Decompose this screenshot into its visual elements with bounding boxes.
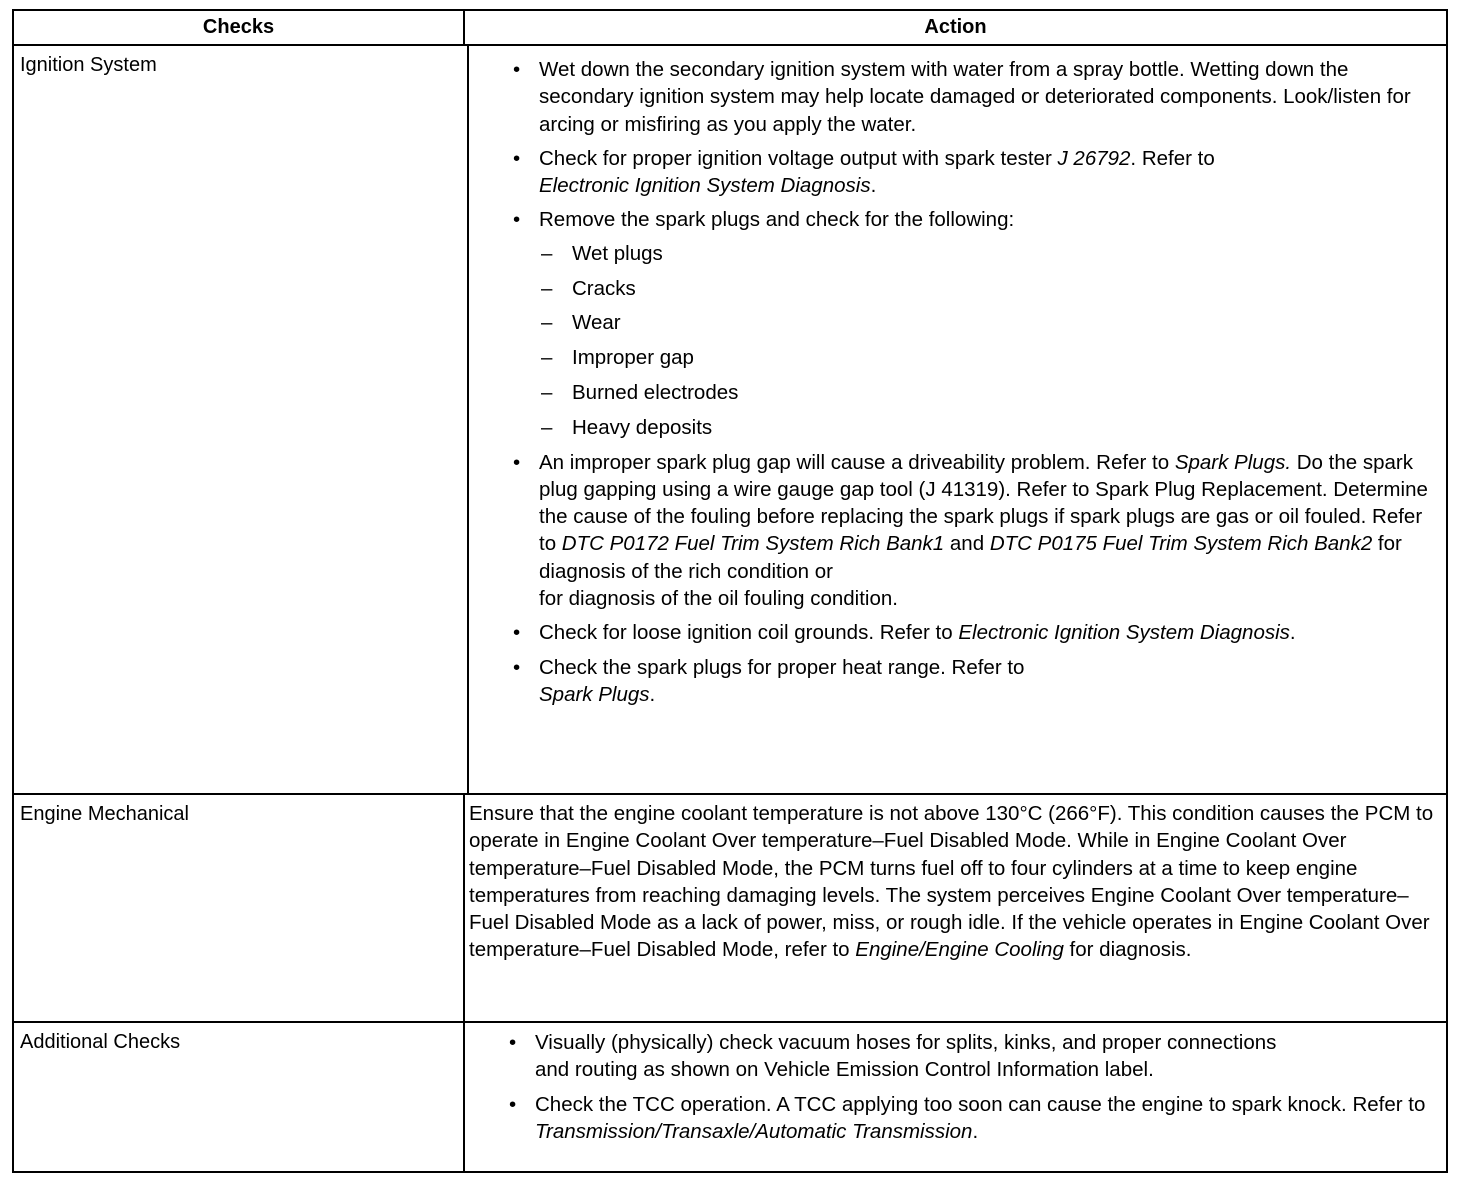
doc-reference-link[interactable]: Electronic Ignition System Diagnosis — [958, 621, 1290, 645]
diagnostic-table — [12, 9, 1448, 1173]
doc-reference-link[interactable]: Transmission/Transaxle/Automatic Transmission — [535, 1119, 973, 1143]
list-item: • An improper spark plug gap will cause a driveability problem. Refer to Spark Plugs. Do the spark plug gapping using a wire gauge gap tool (J 41319). Refer to Spark Plug Replacement. Determine the cause of the fouling before replacing the spark plugs if spark plugs are gas or oil fouled. Refer to DTC P0172 Fuel Trim System Rich Bank1 and DTC P0175 Fuel Trim System Rich Bank2 for diagnosis of the rich condition or for diagnosis of the oil fouling condition. — [513, 450, 1428, 611]
dash-icon: – — [541, 415, 553, 439]
action-paragraph: Ensure that the engine coolant temperature is not above 130°C (266°F). This condition causes the PCM to operate in Engine Coolant Over temperature–Fuel Disabled Mode. While in Engine Coolant Over temperature–Fuel Disabled Mode, the PCM turns fuel off to four cylinders at a time to keep engine temperatures from reaching damaging levels. The system perceives Engine Coolant Over temperature–Fuel Disabled Mode as a lack of power, miss, or rough idle. If the vehicle operates in Engine Coolant Over temperature–Fuel Disabled Mode, refer to Engine/Engine Cooling for diagnosis. — [469, 802, 1434, 962]
list-item: • Remove the spark plugs and check for the following: – Wet plugs – Cracks – Wear – Improper gap – Burned electrodes – Heavy deposits — [469, 206, 1446, 441]
bullet-icon: • — [509, 1031, 517, 1054]
header-action: Action — [924, 16, 987, 38]
check-label: Additional Checks — [20, 1031, 181, 1053]
sub-list-item: – Burned electrodes — [539, 379, 1446, 406]
doc-reference-link[interactable]: Electronic Ignition System Diagnosis — [539, 174, 871, 198]
action-list — [465, 1023, 1446, 1145]
list-item: • Visually (physically) check vacuum hoses for splits, kinks, and proper connections and routing as shown on Vehicle Emission Control Information label. — [509, 1031, 1277, 1082]
tool-reference: J 26792 — [1057, 146, 1131, 170]
bullet-icon: • — [513, 655, 521, 679]
check-label: Ignition System — [20, 54, 157, 76]
bullet-icon: • — [513, 450, 521, 474]
sub-list — [539, 240, 1446, 441]
sub-list-item: – Cracks — [539, 275, 1446, 302]
table-row — [14, 1021, 1446, 1171]
table-header-row — [14, 11, 1446, 44]
check-label: Engine Mechanical — [20, 803, 189, 825]
list-item: • Wet down the secondary ignition system with water from a spray bottle. Wetting down the secondary ignition system may help locate damaged or deteriorated components. Look/listen for arcing or misfiring as you apply the water. — [513, 58, 1411, 136]
sub-list-item: – Wear — [539, 309, 1446, 336]
doc-reference-link[interactable]: DTC P0172 Fuel Trim System Rich Bank1 — [561, 532, 945, 556]
sub-list-item: – Improper gap — [539, 344, 1446, 371]
dash-icon: – — [541, 276, 553, 300]
dash-icon: – — [541, 311, 553, 335]
header-checks: Checks — [14, 11, 465, 44]
list-item: • Check for loose ignition coil grounds. Refer to Electronic Ignition System Diagnosis. — [469, 619, 1446, 646]
doc-reference-link[interactable]: Spark Plugs. — [1174, 450, 1292, 474]
bullet-icon: • — [509, 1092, 517, 1116]
table-row — [14, 44, 1446, 793]
list-item: • Check the TCC operation. A TCC applying too soon can cause the engine to spark knock. Refer to Transmission/Transaxle/Automatic Transmission. — [509, 1092, 1426, 1143]
bullet-icon: • — [513, 58, 521, 81]
dash-icon: – — [541, 346, 553, 370]
doc-reference-link[interactable]: Spark Plugs — [539, 682, 650, 706]
doc-reference-link[interactable]: DTC P0175 Fuel Trim System Rich Bank2 — [989, 532, 1373, 556]
bullet-icon: • — [513, 621, 521, 645]
sub-list-item: – Heavy deposits — [539, 414, 1446, 441]
dash-icon: – — [541, 380, 553, 404]
doc-reference-link[interactable]: Engine/Engine Cooling — [855, 938, 1064, 962]
action-list — [469, 46, 1446, 708]
list-item: • Check the spark plugs for proper heat range. Refer to Spark Plugs. — [513, 655, 1025, 706]
sub-list-item: – Wet plugs — [539, 240, 1446, 267]
list-item: • Check for proper ignition voltage output with spark tester J 26792. Refer to Electronic Ignition System Diagnosis. — [513, 146, 1215, 198]
bullet-icon: • — [513, 146, 521, 170]
bullet-icon: • — [513, 208, 521, 232]
table-row — [14, 793, 1446, 1021]
dash-icon: – — [541, 241, 553, 265]
